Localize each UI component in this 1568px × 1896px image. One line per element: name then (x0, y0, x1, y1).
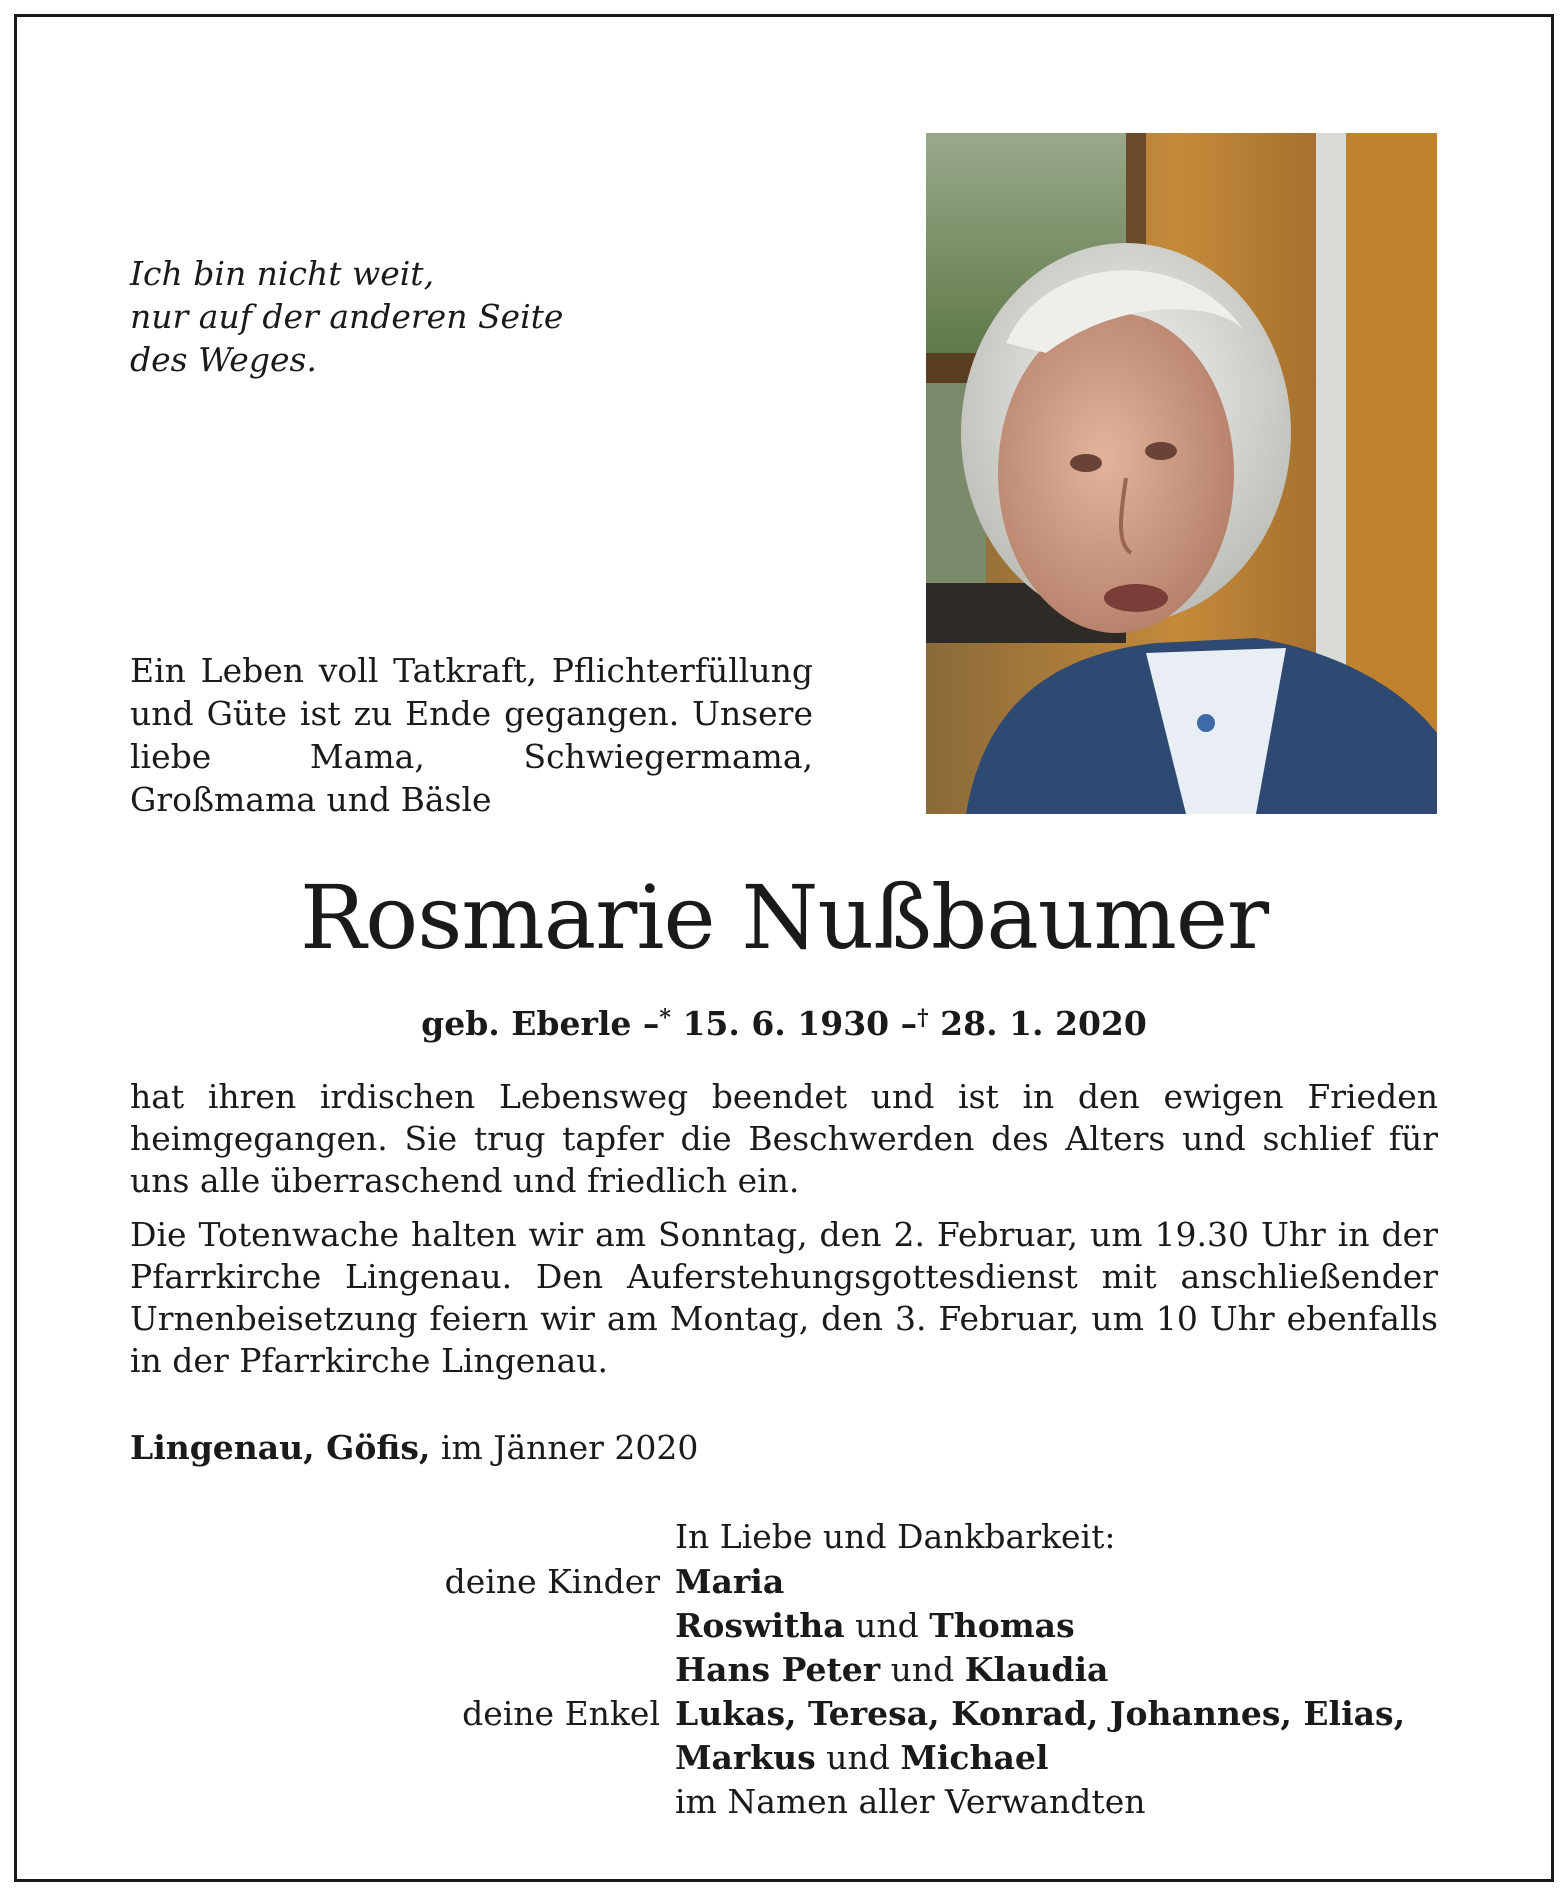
signature-name: Roswitha (675, 1606, 845, 1645)
dash: – (900, 1004, 918, 1043)
body-paragraph: Die Totenwache halten wir am Sonntag, den 2. Februar, um 19.30 Uhr in der Pfarrkirche Lingenau. Den Auferstehungsgottesdienst mit anschließender Urnenbeisetzung feiern wir am Montag, den 3. Februar, um 10 Uhr ebenfalls in der Pfarrkirche Lingenau. (130, 1215, 1438, 1380)
death-date: 28. 1. 2020 (940, 1004, 1147, 1043)
birth-date: 15. 6. 1930 (682, 1004, 890, 1043)
signature-line (675, 1648, 1108, 1692)
quote (130, 252, 563, 381)
signature-name: Maria (675, 1562, 785, 1601)
body-paragraph: hat ihren irdischen Lebensweg beendet und ist in den ewigen Frieden heimgegangen. Sie trug tapfer die Beschwerden des Alters und schlief für uns alle überraschend und friedlich ein. (130, 1077, 1438, 1200)
quote-line: Ich bin nicht weit, (130, 254, 435, 293)
signature-name: Markus (675, 1738, 816, 1777)
birth-symbol: * (659, 1005, 671, 1031)
place-names: Lingenau, Göfis, (130, 1428, 431, 1467)
place-and-date (130, 1427, 698, 1469)
signature-line (675, 1604, 1075, 1648)
closing-line: im Namen aller Verwandten (675, 1782, 1146, 1821)
signature-line (675, 1692, 1405, 1736)
signature-and: und (880, 1650, 965, 1689)
portrait-photo-illustration (926, 133, 1437, 814)
death-symbol: † (917, 1005, 929, 1031)
signature-line (675, 1736, 1048, 1780)
signature-and: und (815, 1738, 901, 1777)
thanks-line: In Liebe und Dankbarkeit: (675, 1517, 1116, 1556)
signature-line (675, 1560, 784, 1604)
intro-text: Ein Leben voll Tatkraft, Pflichterfüllung und Güte ist zu Ende gegangen. Unsere liebe Mama, Schwiegermama, Großmama und Bäsle (130, 651, 813, 819)
signature-name: Hans Peter (675, 1650, 881, 1689)
life-dates (0, 997, 1568, 1045)
signature-and: und (844, 1606, 930, 1645)
quote-line: nur auf der anderen Seite (130, 297, 564, 336)
date-text: im Jänner 2020 (430, 1428, 699, 1467)
grandchildren-label: deine Enkel (462, 1694, 660, 1733)
portrait-photo (926, 133, 1437, 814)
dash: – (642, 1004, 660, 1043)
signature-name: Michael (900, 1738, 1049, 1777)
children-label: deine Kinder (444, 1562, 660, 1601)
deceased-name: Rosmarie Nußbaumer (299, 866, 1269, 969)
birth-name: geb. Eberle (421, 1004, 632, 1043)
signature-name: Thomas (929, 1606, 1075, 1645)
signature-name: Klaudia (964, 1650, 1109, 1689)
quote-line: des Weges. (130, 340, 317, 379)
announcement-body (130, 1076, 1438, 1394)
signature-name: Lukas, Teresa, Konrad, Johannes, Elias, (675, 1694, 1406, 1733)
